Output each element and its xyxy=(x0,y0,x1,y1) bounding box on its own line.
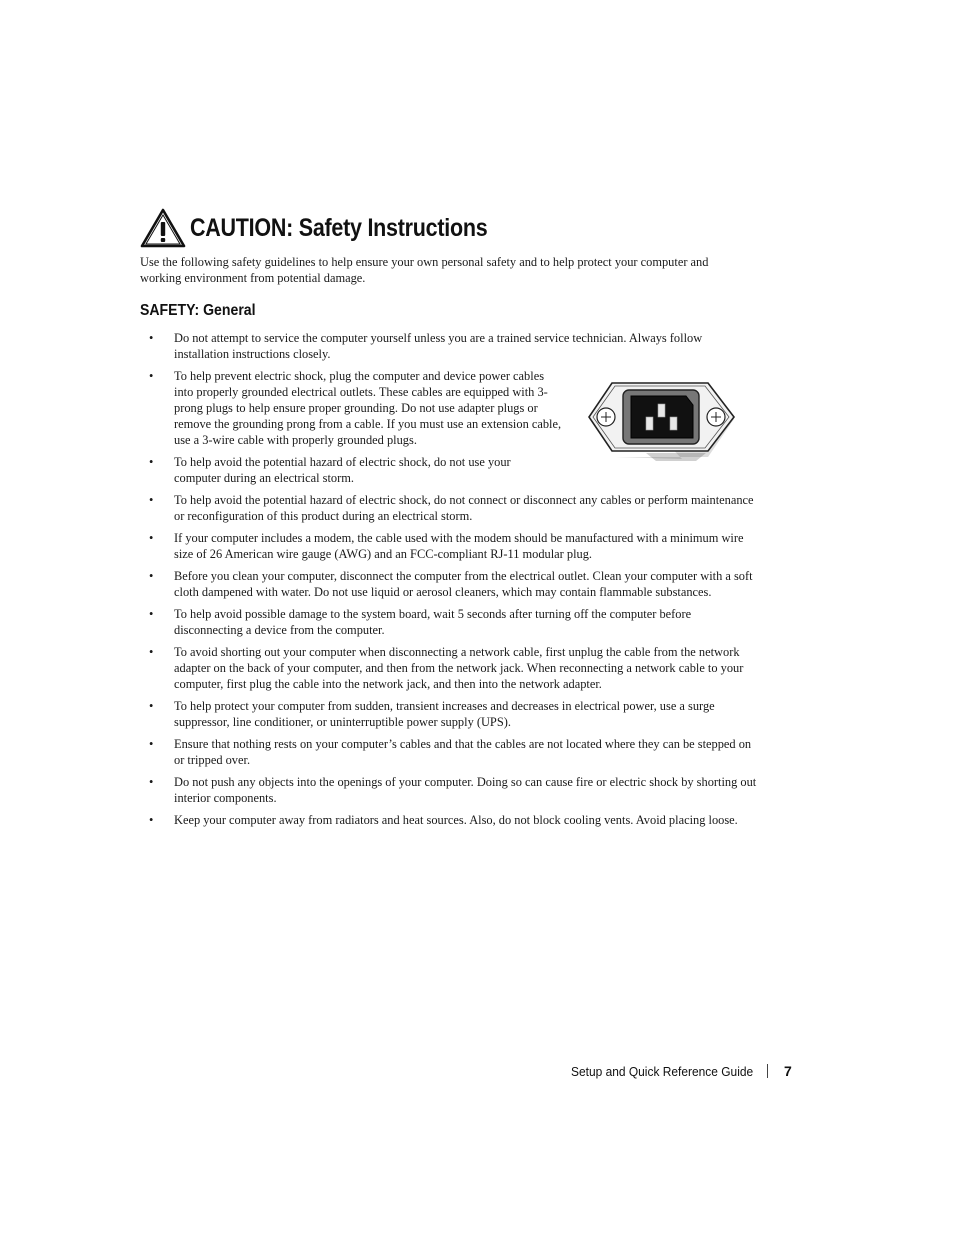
footer-divider xyxy=(767,1064,768,1078)
intro-paragraph: Use the following safety guidelines to help ensure your own personal safety and to help protect your computer and working environment from potential damage. xyxy=(140,255,709,285)
list-item: • If your computer includes a modem, the cable used with the modem should be manufactured with a minimum wire size of 26 American wire gauge (AWG) and an FCC-compliant RJ-11 modular plug. xyxy=(140,530,760,562)
page-number: 7 xyxy=(784,1063,792,1079)
section-heading: SAFETY: General xyxy=(140,302,256,319)
page-title-text: CAUTION: Safety Instructions xyxy=(190,213,488,242)
list-item: • To help protect your computer from sudden, transient increases and decreases in electrical power, use a surge suppressor, line conditioner, or uninterruptible power supply (UPS). xyxy=(140,698,760,730)
list-item: • Do not push any objects into the openings of your computer. Doing so can cause fire or electric shock by shorting out interior components. xyxy=(140,774,760,806)
list-item: • To help avoid the potential hazard of electric shock, do not connect or disconnect any cables or perform maintenance or reconfiguration of this product during an electrical storm. xyxy=(140,492,760,524)
warning-triangle-icon xyxy=(140,208,186,248)
footer-guide-title: Setup and Quick Reference Guide xyxy=(571,1063,754,1079)
page-title xyxy=(140,206,536,250)
list-item: • To avoid shorting out your computer when disconnecting a network cable, first unplug the cable from the network adapter on the back of your computer, and then from the network jack. When reconnecting a network cable to your computer, first plug the cable into the network jack, and then into the network adapter. xyxy=(140,644,760,692)
list-item: • To help prevent electric shock, plug the computer and device power cables into properly grounded electrical outlets. These cables are equipped with 3-prong plugs to help ensure proper grounding. Do not use adapter plugs or remove the grounding prong from a cable. If you must use an extension cable, use a 3-wire cable with properly grounded plugs. xyxy=(140,368,564,448)
list-item: • To help avoid the potential hazard of electric shock, do not use your computer during an electrical storm. xyxy=(140,454,534,486)
three-prong-power-connector-icon xyxy=(586,377,736,461)
list-item: • Ensure that nothing rests on your computer’s cables and that the cables are not located where they can be stepped on or tripped over. xyxy=(140,736,760,768)
list-item: • To help avoid possible damage to the system board, wait 5 seconds after turning off the computer before disconnecting a device from the computer. xyxy=(140,606,760,638)
list-item: • Keep your computer away from radiators and heat sources. Also, do not block cooling vents. Avoid placing loose. xyxy=(140,812,760,828)
list-item: • Before you clean your computer, disconnect the computer from the electrical outlet. Clean your computer with a soft cloth dampened with water. Do not use liquid or aerosol cleaners, which may contain flammable substances. xyxy=(140,568,760,600)
page-footer xyxy=(571,1061,792,1081)
list-item: • Do not attempt to service the computer yourself unless you are a trained service technician. Always follow installation instructions closely. xyxy=(140,330,760,362)
